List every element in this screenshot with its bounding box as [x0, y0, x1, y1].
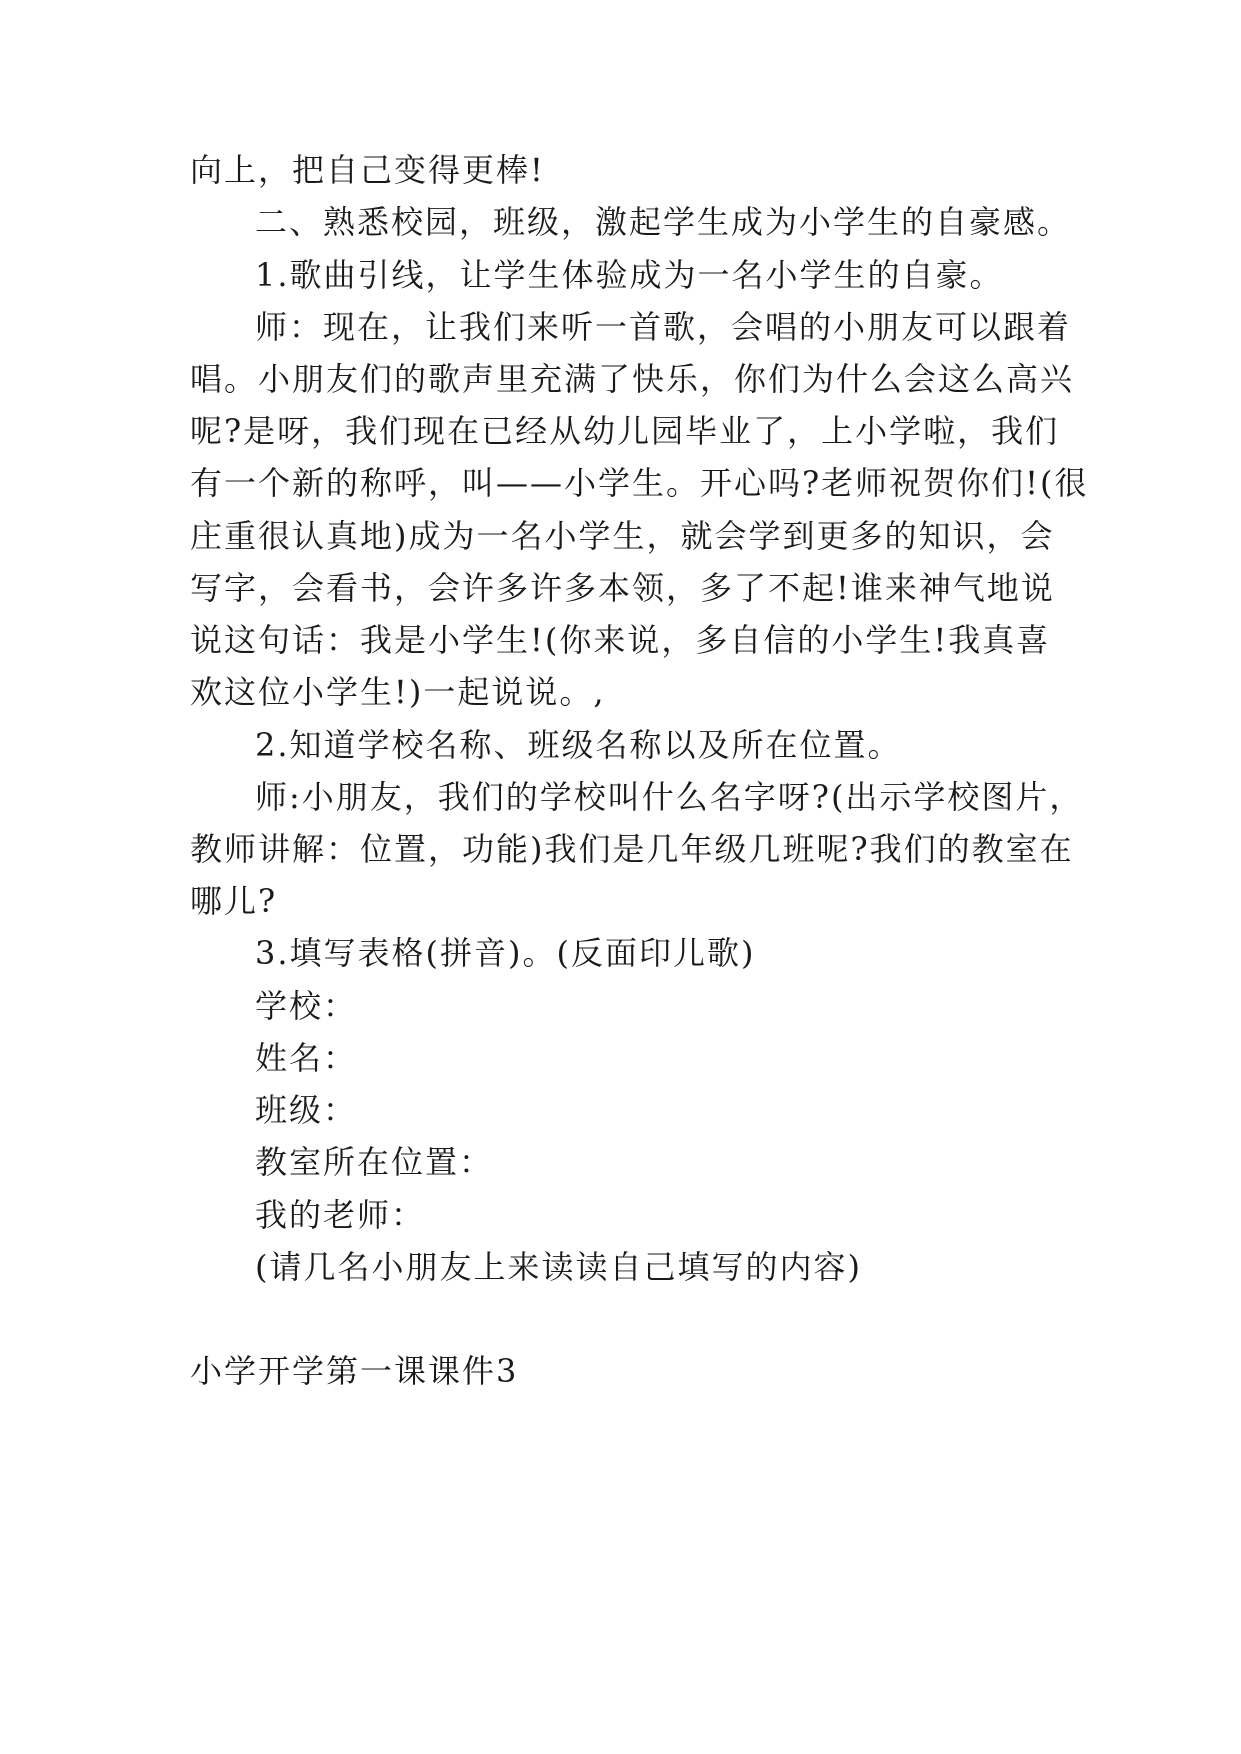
- item-heading: 1.歌曲引线，让学生体验成为一名小学生的自豪。: [255, 256, 1004, 294]
- form-field-label: 学校：: [255, 987, 358, 1025]
- form-field-label: 姓名：: [255, 1039, 358, 1077]
- item-heading: 2.知道学校名称、班级名称以及所在位置。: [255, 726, 902, 764]
- text-line: 说这句话：我是小学生!(你来说，多自信的小学生!我真喜: [190, 621, 1051, 659]
- form-field-label: 班级：: [255, 1091, 358, 1129]
- text-line: 教师讲解：位置，功能)我们是几年级几班呢?我们的教室在: [190, 830, 1074, 868]
- text-line: 哪儿?: [190, 882, 278, 920]
- item-heading: 3.填写表格(拼音)。(反面印儿歌): [255, 934, 756, 972]
- text-line: 庄重很认真地)成为一名小学生，就会学到更多的知识，会: [190, 517, 1055, 555]
- text-line: 呢?是呀，我们现在已经从幼儿园毕业了，上小学啦，我们: [190, 412, 1060, 450]
- text-line: 师:小朋友，我们的学校叫什么名字呀?(出示学校图片，: [255, 778, 1084, 816]
- section-title: 小学开学第一课课件3: [190, 1352, 519, 1390]
- section-heading: 二、熟悉校园，班级，激起学生成为小学生的自豪感。: [255, 203, 1072, 241]
- text-line: 唱。小朋友们的歌声里充满了快乐，你们为什么会这么高兴: [190, 360, 1075, 398]
- text-line: 欢这位小学生!)一起说说。,: [190, 673, 606, 711]
- form-field-label: 我的老师：: [255, 1196, 426, 1234]
- text-line: 向上，把自己变得更棒!: [190, 151, 545, 189]
- text-line: 有一个新的称呼，叫——小学生。开心吗?老师祝贺你们!(很: [190, 464, 1089, 502]
- text-line: (请几名小朋友上来读读自己填写的内容): [255, 1248, 862, 1286]
- form-field-label: 教室所在位置：: [255, 1143, 494, 1181]
- text-line: 写字，会看书，会许多许多本领，多了不起!谁来神气地说: [190, 569, 1055, 607]
- text-line: 师：现在，让我们来听一首歌，会唱的小朋友可以跟着: [255, 308, 1072, 346]
